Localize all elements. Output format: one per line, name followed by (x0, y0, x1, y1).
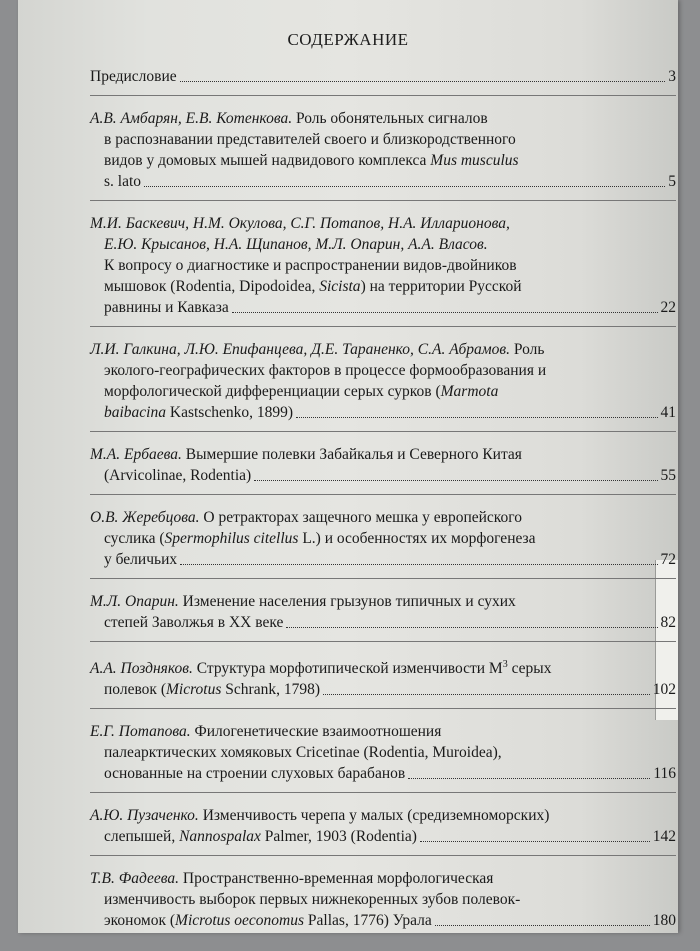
page-number: 3 (668, 68, 676, 85)
page-number: 72 (660, 551, 676, 568)
toc-title-text: Pallas, 1776) Урала (304, 912, 432, 930)
toc-entry-last-line (90, 679, 676, 700)
toc-title-text: степей Заволжья в XX веке (104, 614, 284, 631)
toc-title-text: L.) и особенностях их морфогенеза (298, 530, 536, 547)
toc-authors: Е.Ю. Крысанов, Н.А. Щипанов, М.Л. Опарин, А.А. Власов. (104, 236, 488, 253)
toc-title-text: равнины и Кавказа (104, 299, 229, 316)
toc-entry-line (90, 889, 676, 910)
toc-authors: М.Л. Опарин. (90, 593, 179, 610)
toc-authors: Е.Г. Потапова. (90, 723, 191, 741)
toc-title-text: изменчивость выборок первых нижнекоренных зубов полевок- (104, 891, 521, 909)
toc-entry-last-line (90, 402, 676, 423)
toc-line-text (104, 742, 502, 763)
toc-title-text: мышовок (Rodentia, Dipodoidea, (104, 278, 320, 295)
toc-entry-line (90, 339, 676, 360)
toc-taxon: Marmota (440, 383, 499, 400)
toc-line-text (90, 213, 510, 234)
toc-entry[interactable] (90, 805, 676, 856)
toc-entry-line (90, 213, 676, 234)
toc-title-text: ) на территории Русской (360, 278, 522, 295)
toc-title-text: К вопросу о диагностике и распространении видов-двойников (104, 257, 517, 274)
toc-entry[interactable] (90, 654, 676, 709)
toc-title-text: Вымершие полевки Забайкалья и Северного Китая (181, 446, 522, 463)
toc-title-text: Изменение населения грызунов типичных и сухих (178, 593, 516, 610)
toc-taxon: Mus musculus (430, 152, 519, 169)
superscript: 3 (502, 659, 508, 670)
toc-title-text: (Arvicolinae, Rodentia) (104, 467, 252, 484)
toc-authors: А.Ю. Пузаченко. (90, 807, 199, 825)
toc-line-text (104, 360, 546, 381)
toc-taxon: Sicista (319, 278, 361, 295)
toc-entry-line (90, 255, 676, 276)
toc-entry-last-line (90, 612, 676, 633)
page-number: 116 (653, 765, 676, 783)
toc-entry-line (90, 150, 676, 171)
toc-authors: М.И. Баскевич, Н.М. Окулова, С.Г. Потапов, Н.А. Илларионова, (90, 215, 510, 232)
toc-taxon: Nannospalax (179, 828, 261, 846)
toc-title-text: основанные на строении слуховых барабанов (104, 765, 406, 783)
toc-line-text (90, 763, 405, 784)
toc-line-text (104, 528, 536, 549)
toc-title-text: видов у домовых мышей надвидового комплекса (104, 152, 431, 169)
toc-entry-line (90, 591, 676, 612)
toc-title-text: палеарктических хомяковых Cricetinae (Rodentia, Muroidea), (104, 744, 502, 762)
toc-entry[interactable] (90, 108, 676, 201)
toc-entry-line (90, 528, 676, 549)
toc-title-text: Schrank, 1798) (221, 681, 320, 699)
page-number: 22 (660, 299, 676, 316)
toc-title-text: морфологической дифференциации серых сурков ( (104, 383, 441, 400)
toc-title-text: Филогенетические взаимоотношения (190, 723, 442, 741)
toc-line-text (90, 507, 522, 528)
dot-leader (296, 417, 658, 418)
toc-authors: Л.И. Галкина, Л.Ю. Епифанцева, Д.Е. Тараненко, С.А. Абрамов. (90, 341, 511, 358)
toc-line-text (90, 108, 488, 129)
toc-entry-line (90, 381, 676, 402)
toc-title-text: суслика ( (104, 530, 165, 547)
book-page (18, 0, 678, 933)
toc-authors: А.А. Поздняков. (90, 660, 193, 678)
toc-entry-line (90, 742, 676, 763)
toc-line-text (90, 549, 177, 570)
toc-entry[interactable] (90, 339, 676, 432)
toc-title-text: Структура морфотипической изменчивости M (192, 660, 503, 678)
toc-entry-line (90, 654, 676, 679)
dot-leader (286, 627, 657, 628)
toc-entry-last-line (90, 549, 676, 570)
toc-line-text (90, 612, 283, 633)
toc-line-text (104, 381, 498, 402)
toc-authors: М.А. Ербаева. (90, 446, 182, 463)
table-of-contents (90, 66, 676, 951)
toc-title-text: Роль (510, 341, 545, 358)
toc-title-text: слепышей, (104, 828, 180, 846)
toc-title-text: Пространственно-временная морфологическая (179, 870, 494, 888)
page-number: 180 (652, 912, 676, 930)
toc-line-text (90, 910, 432, 931)
toc-entry-last-line (90, 763, 676, 784)
toc-line-text (90, 171, 141, 192)
toc-taxon: Microtus (166, 681, 222, 699)
toc-line-text (90, 66, 177, 87)
toc-entry-line (90, 507, 676, 528)
dot-leader (435, 925, 650, 926)
toc-line-text (104, 129, 516, 150)
page-number: 102 (652, 681, 676, 699)
toc-line-text (90, 297, 229, 318)
toc-authors: О.В. Жеребцова. (90, 509, 200, 526)
toc-entry-line (90, 805, 676, 826)
toc-entry-last-line (90, 826, 676, 847)
dot-leader (232, 312, 658, 313)
toc-line-text (104, 889, 520, 910)
toc-title-text: О ретракторах защечного мешка у европейского (199, 509, 523, 526)
toc-line-text (104, 255, 517, 276)
toc-entry-line (90, 444, 676, 465)
toc-entry-last-line (90, 66, 676, 87)
toc-title-text: экономок ( (104, 912, 176, 930)
toc-line-text (90, 465, 251, 486)
toc-title-text: Роль обонятельных сигналов (292, 110, 488, 127)
toc-entry[interactable] (90, 591, 676, 642)
toc-entry-last-line (90, 297, 676, 318)
toc-line-text (90, 402, 293, 423)
dot-leader (408, 778, 650, 779)
toc-entry[interactable] (90, 66, 676, 96)
toc-title-text: в распознавании представителей своего и близкородственного (104, 131, 516, 148)
toc-line-text (90, 679, 320, 700)
toc-entry-last-line (90, 910, 676, 931)
toc-line-text (90, 339, 544, 360)
page-title: СОДЕРЖАНИЕ (287, 30, 409, 49)
toc-entry-line (90, 868, 676, 889)
toc-entry-last-line (90, 171, 676, 192)
toc-line-text (104, 234, 488, 255)
toc-line-text (90, 805, 549, 826)
toc-line-text (90, 826, 417, 847)
toc-line-text (104, 276, 522, 297)
toc-entry-line (90, 721, 676, 742)
toc-taxon: baibacina (104, 404, 166, 421)
toc-entry[interactable] (90, 507, 676, 579)
toc-title-text: эколого-географических факторов в процессе формообразования и (104, 362, 547, 379)
toc-authors: А.В. Амбарян, Е.В. Котенкова. (90, 110, 293, 127)
page-number: 142 (652, 828, 676, 846)
toc-line-text (90, 654, 551, 679)
toc-entry[interactable] (90, 721, 676, 793)
dot-leader (180, 564, 657, 565)
toc-entry-line (90, 234, 676, 255)
toc-title-text: полевок ( (104, 681, 166, 699)
toc-title-text: серых (507, 660, 552, 678)
toc-line-text (104, 150, 519, 171)
dot-leader (144, 186, 665, 187)
dot-leader (254, 480, 657, 481)
dot-leader (420, 841, 650, 842)
toc-line-text (90, 444, 522, 465)
toc-title-text: Kastschenko, 1899) (166, 404, 293, 421)
toc-entry-line (90, 129, 676, 150)
page-number: 55 (660, 467, 676, 484)
dot-leader (323, 694, 650, 695)
toc-entry-last-line (90, 465, 676, 486)
toc-entry-line (90, 276, 676, 297)
toc-entry-line (90, 108, 676, 129)
page-number: 82 (660, 614, 676, 631)
toc-line-text (90, 721, 441, 742)
page-number: 41 (660, 404, 676, 421)
toc-title-text: у беличьих (104, 551, 178, 568)
toc-entry[interactable] (90, 444, 676, 495)
toc-entry[interactable] (90, 213, 676, 327)
toc-taxon: Microtus oeconomus (175, 912, 305, 930)
toc-title-text: Изменчивость черепа у малых (средиземноморских) (198, 807, 550, 825)
toc-taxon: Spermophilus citellus (164, 530, 299, 547)
page-number: 5 (668, 173, 676, 190)
toc-authors: Т.В. Фадеева. (90, 870, 179, 888)
toc-line-text (90, 591, 516, 612)
dot-leader (180, 81, 666, 82)
toc-title-text: Palmer, 1903 (Rodentia) (260, 828, 417, 846)
toc-title-text: Предисловие (90, 68, 177, 85)
toc-title-text: s. lato (104, 173, 142, 190)
toc-entry[interactable] (90, 868, 676, 939)
toc-line-text (90, 868, 493, 889)
toc-entry-line (90, 360, 676, 381)
